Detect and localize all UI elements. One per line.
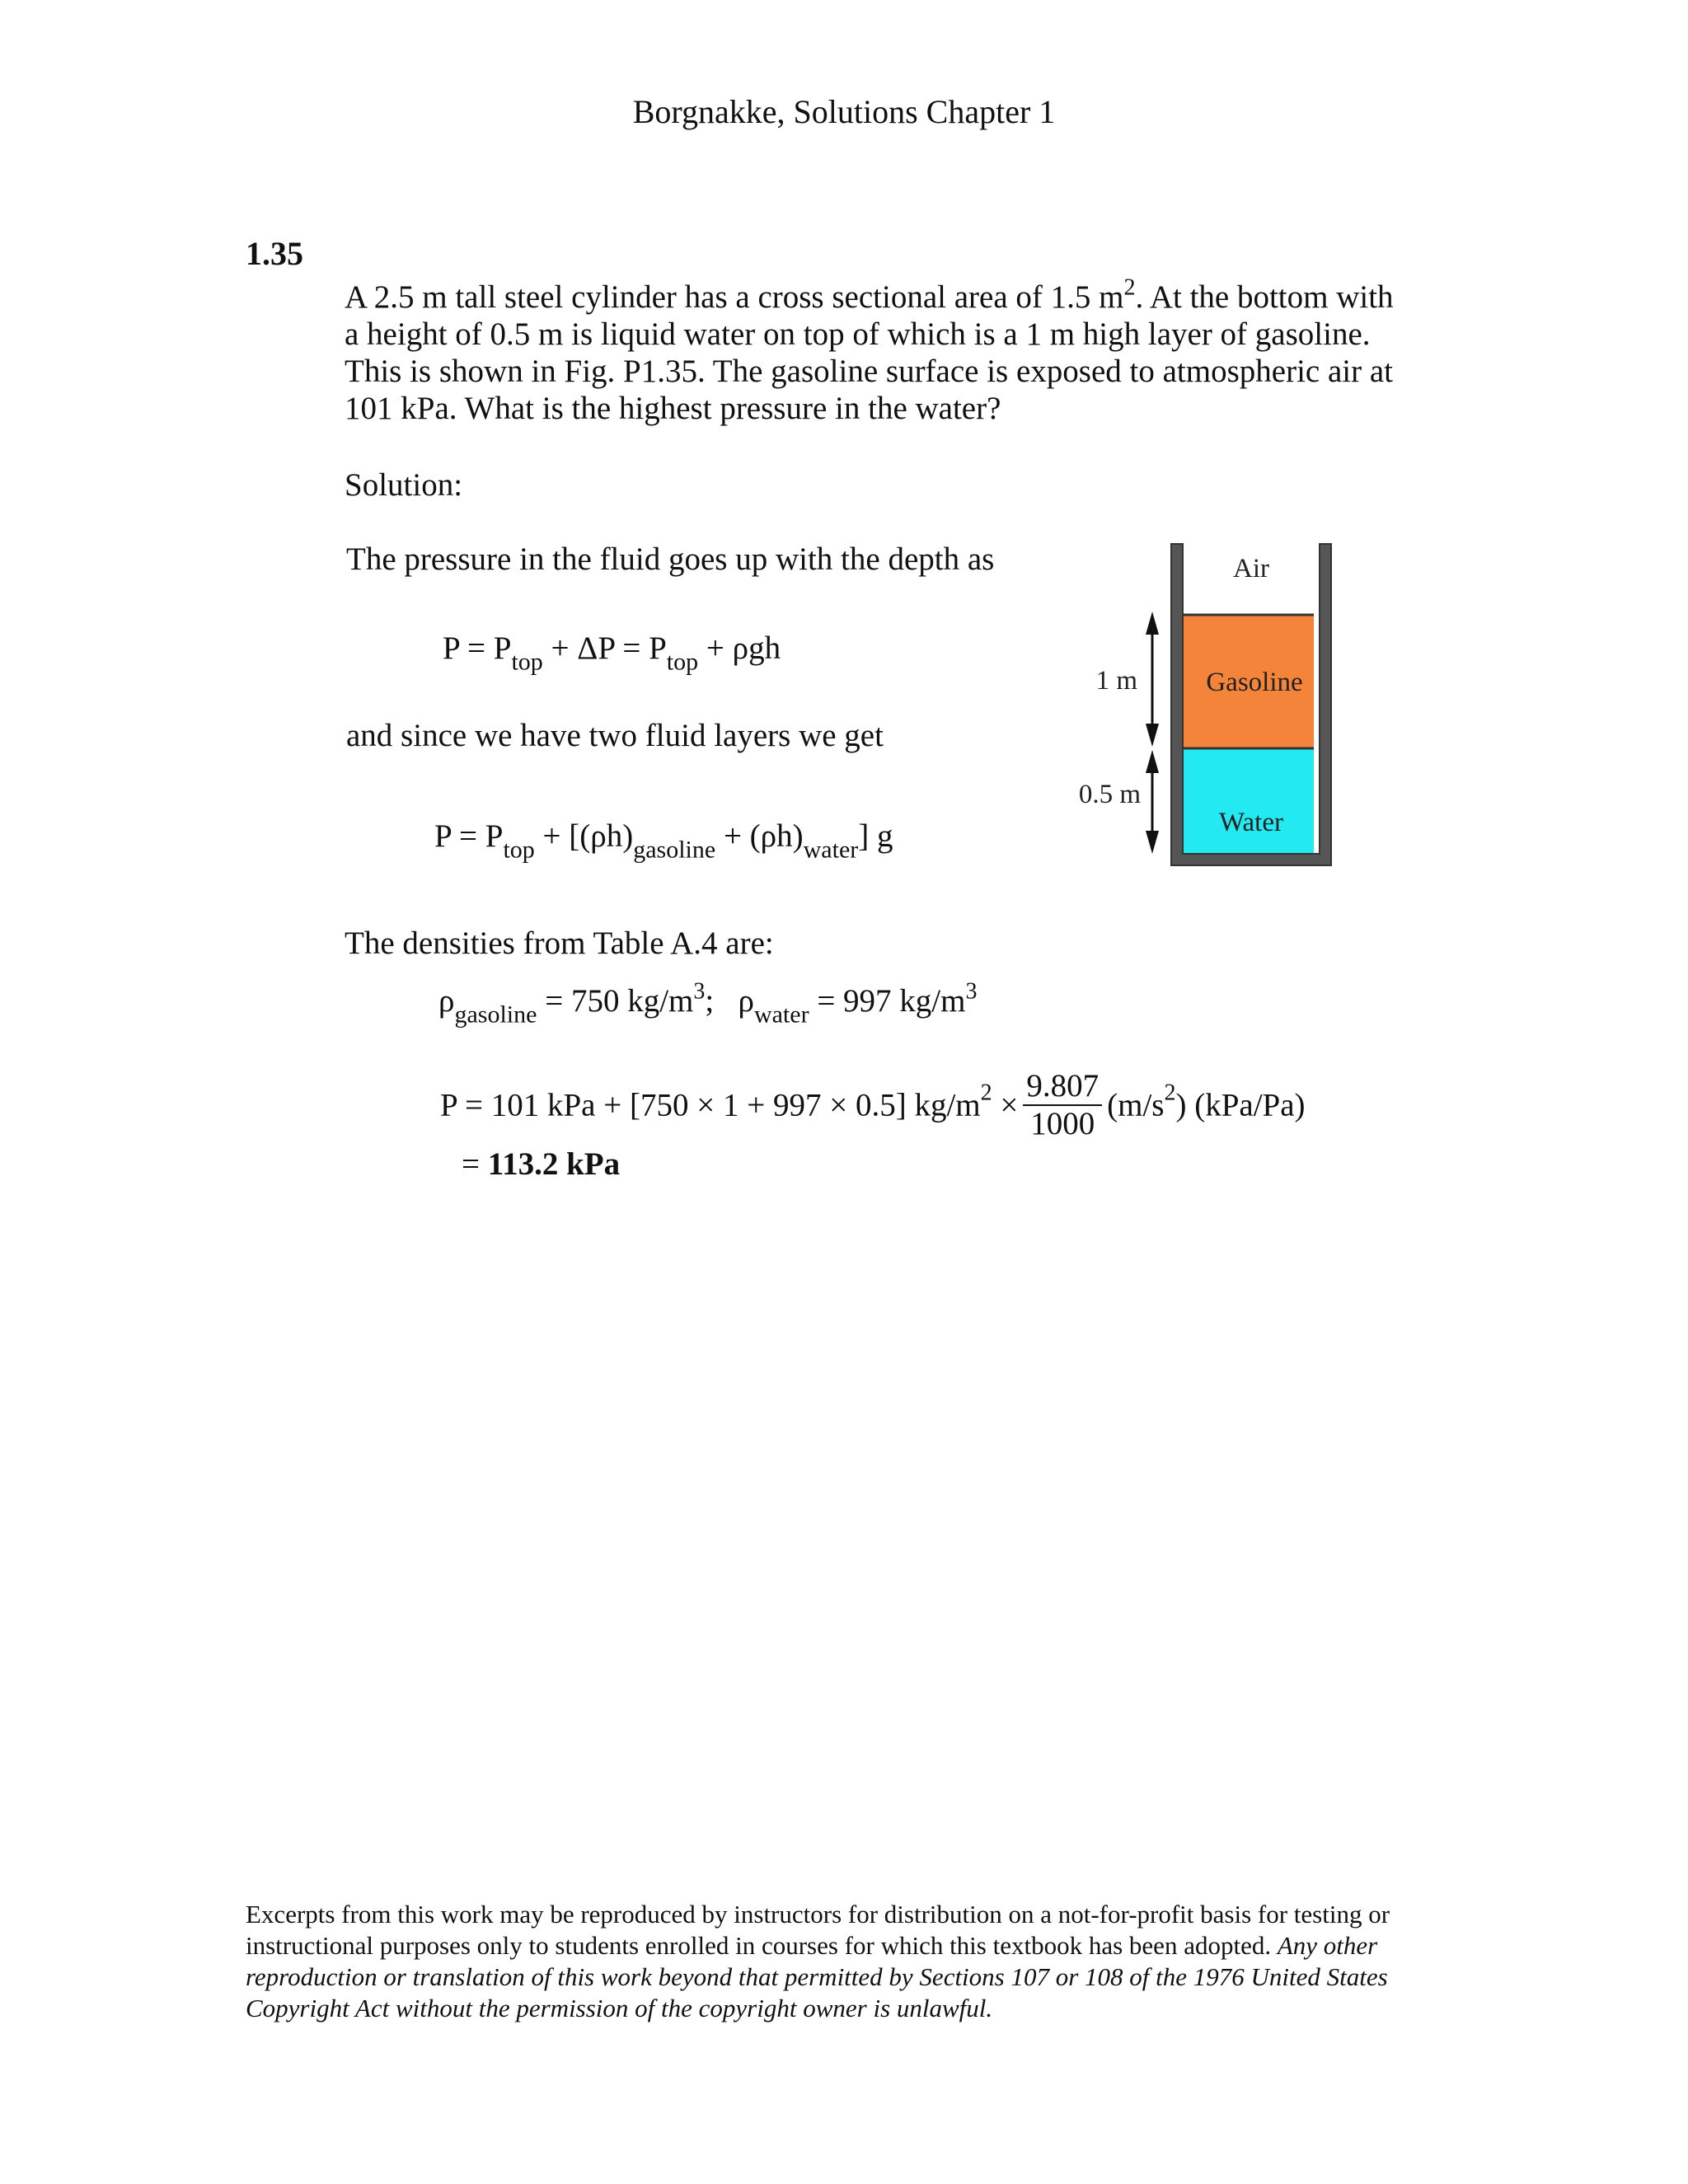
problem-statement [345,274,1432,427]
result-value: 113.2 kPa [487,1146,621,1182]
footer-normal-text: Excerpts from this work may be reproduced by instructors for distribution on a not-for-profit basis for testing or instructional purposes only to students enrolled in courses for which this textbook has been adopted. [246,1900,1390,1960]
water-label: Water [1219,808,1283,837]
cylinder-figure [1071,527,1352,874]
densities-values: $\rho_{gasoline} = 750$ $kg/m^3$; $\rho_{water} = 997$ $kg/m^3$ [438,978,978,1029]
problem-number: 1.35 [246,235,303,272]
equation-pressure-depth: $P = P_{top} + \Delta P = P_{top} + \rho gh$ [443,630,781,676]
dimension-arrow-1m [1146,612,1159,747]
problem-line: a height of 0.5 m is liquid water on top of which is a 1 m high layer of gasoline. [345,316,1371,352]
densities-intro: The densities from Table A.4 are: [345,926,774,961]
water-layer [1183,748,1314,854]
calculation-line: P = 101 kPa + [750 × 1 + 997 × 0.5] $kg/m^2$ × $\frac{9.807}{1000}$ $(m/s^2)$ (kPa/Pa) [440,1068,1306,1141]
copyright-footer [246,1899,1449,2024]
dimension-arrow-0.5m [1146,750,1159,854]
solution-mid-text: and since we have two fluid layers we get [346,718,884,753]
equation-two-layers: $P = P_{top} + [(\rho h)_{gasoline} + (\rho h)_{water}]$ g [434,818,893,864]
solution-label: Solution: [345,467,463,503]
solution-intro: The pressure in the fluid goes up with the depth as [346,541,995,577]
problem-line: A 2.5 m tall steel cylinder has a cross sectional area of 1.5 $m^2$. At the bottom with [345,274,1394,315]
problem-line: This is shown in Fig. P1.35. The gasoline surface is exposed to atmospheric air at [345,354,1393,389]
footer-italic-text: Any other reproduction or translation of this work beyond that permitted by Sections 107 or 108 of the 1976 United States Copyright Act without the permission of the copyright owner is unlawful. [246,1931,1388,2022]
problem-line: 101 kPa. What is the highest pressure in the water? [345,391,1001,426]
dimension-label-top: 1 m [1095,666,1137,696]
result-line: = 113.2 kPa [462,1146,621,1182]
fraction: $\frac{9.807}{1000}$ [1023,1068,1102,1142]
dimension-label-bottom: 0.5 m [1078,780,1141,809]
page-header: Borgnakke, Solutions Chapter 1 [632,93,1056,130]
air-label: Air [1233,554,1269,583]
gasoline-label: Gasoline [1206,668,1303,697]
